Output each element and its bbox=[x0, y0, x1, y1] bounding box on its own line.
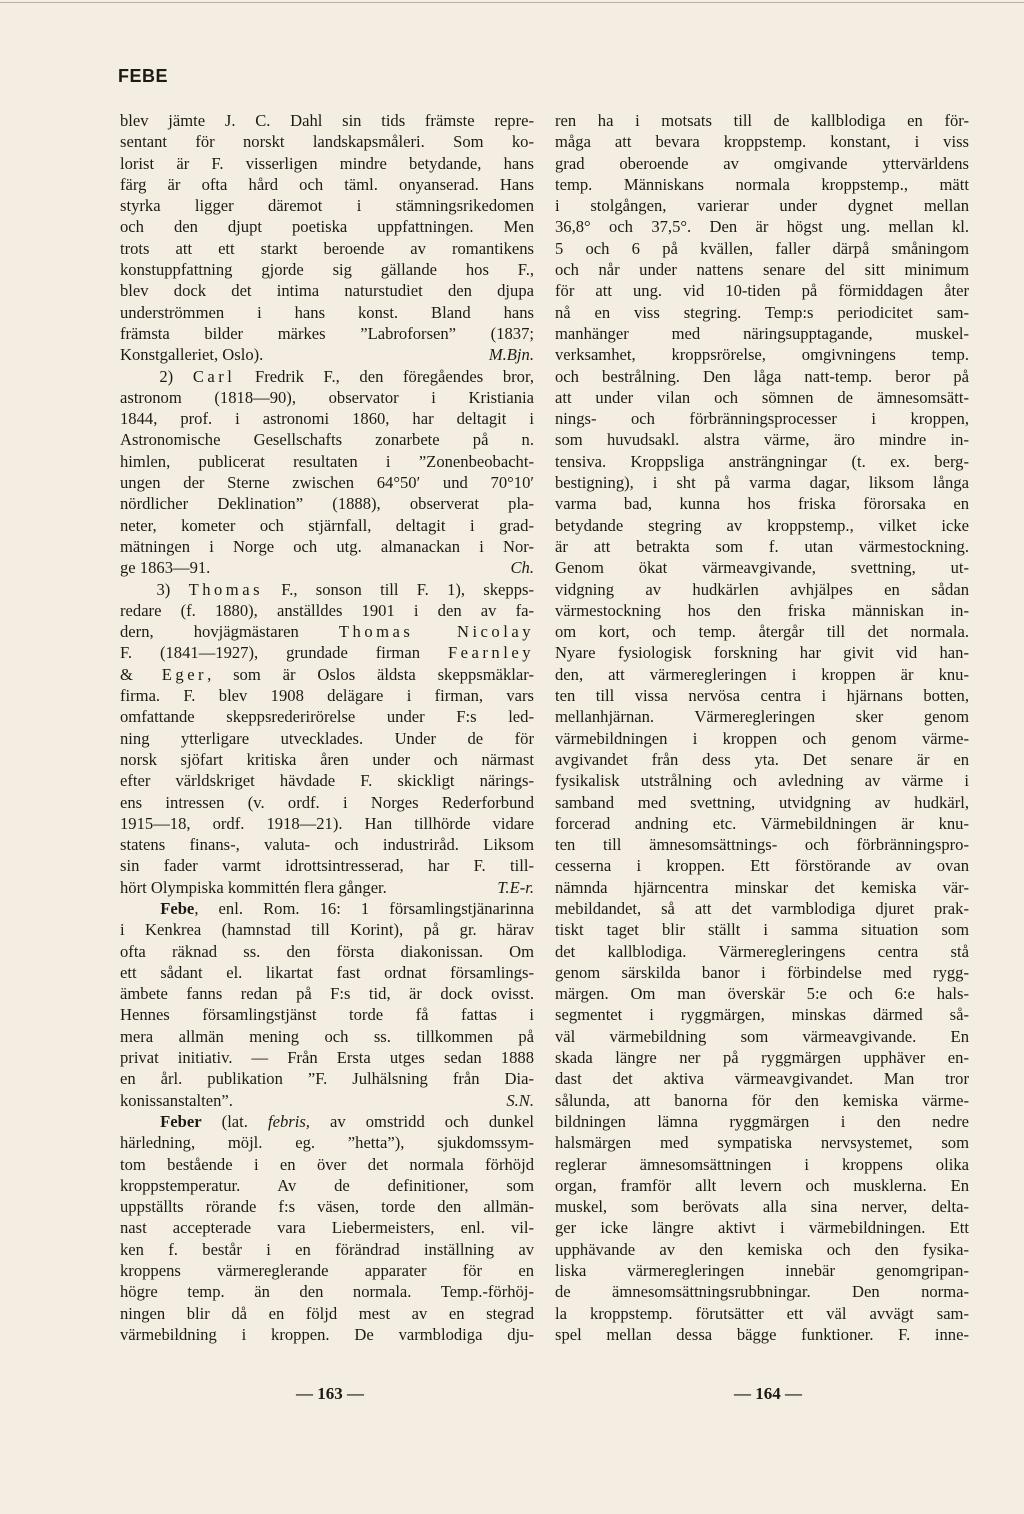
text-line: en årl. publikation ”F. Julhälsning från Dia- bbox=[120, 1069, 534, 1089]
text-line: cesserna i kroppen. Ett förstörande av ovan bbox=[555, 856, 969, 876]
text-line: sentant för norskt landskapsmåleri. Som ko- bbox=[120, 132, 534, 152]
text-line: tiskt taget blir ställt i samma situation som bbox=[555, 920, 969, 940]
text-line: ning ytterligare utvecklades. Under de för bbox=[120, 728, 534, 748]
text-line: bildningen lämna ryggmärgen i den nedre bbox=[555, 1111, 969, 1131]
text-line: färg är ofta hård och täml. onyanserad. Hans bbox=[120, 174, 534, 194]
text-line: betydande stegring av kroppstemp., vilket icke bbox=[555, 515, 969, 535]
text-line: mera allmän mening och ss. tillkommen på bbox=[120, 1026, 534, 1046]
text-line: styrka ligger däremot i stämningsrikedomen bbox=[120, 196, 534, 216]
text-line: liska värmeregleringen innebär genomgripan- bbox=[555, 1261, 969, 1281]
text-line: tom bestående i en över det normala förhöjd bbox=[120, 1154, 534, 1174]
text-line: mebildandet, så att det varmblodiga djuret prak- bbox=[555, 898, 969, 918]
text-line bbox=[120, 579, 534, 600]
text-line: varma bad, kunna hos friska förorsaka en bbox=[555, 494, 969, 514]
text-line: astronom (1818—90), observator i Kristiania bbox=[120, 387, 534, 407]
text-line: skada längre ner på ryggmärgen upphäver en- bbox=[555, 1048, 969, 1068]
text-line: i Kenkrea (hamnstad till Korint), på gr. härav bbox=[120, 920, 534, 940]
line-text: , som är Oslos äldsta skeppsmäklar- bbox=[207, 664, 534, 684]
text-line: konstuppfattning gjorde sig gällande hos F., bbox=[120, 260, 534, 280]
text-line: genom särskilda banor i förbindelse med rygg- bbox=[555, 962, 969, 982]
text-line: märgen. Om man överskär 5:e och 6:e hals- bbox=[555, 984, 969, 1004]
text-line: samband med svettning, utvidgning av hudkärl, bbox=[555, 792, 969, 812]
line-text: (lat. bbox=[201, 1111, 268, 1131]
text-line: mätningen i Norge och utg. almanackan i Nor- bbox=[120, 536, 534, 556]
author-signature: T.E-r. bbox=[497, 877, 534, 897]
text-line: ungen der Sterne zwischen 64°50′ und 70°10′ bbox=[120, 473, 534, 493]
text-line: forcerad andning etc. Värmebildningen är knu- bbox=[555, 813, 969, 833]
text-line: väl värmebildning som värmeavgivande. En bbox=[555, 1026, 969, 1046]
text-line: norsk sjöfart kritiska åren under och närmast bbox=[120, 749, 534, 769]
text-line bbox=[120, 898, 534, 919]
text-line: det kallblodiga. Värmeregleringens centra stå bbox=[555, 941, 969, 961]
text-line: mellanhjärnan. Värmeregleringen sker genom bbox=[555, 707, 969, 727]
text-line: om kort, och temp. återgår till det normala. bbox=[555, 622, 969, 642]
text-line: ens intressen (v. ordf. i Norges Rederforbund bbox=[120, 792, 534, 812]
text-line: segmentet i ryggmärgen, minskas därmed så- bbox=[555, 1005, 969, 1025]
text-line: privat initiativ. — Från Ersta utges sedan 1888 bbox=[120, 1048, 534, 1068]
text-line: efter världskriget hävdade F. skickligt närings- bbox=[120, 771, 534, 791]
text-line: ger icke längre aktivt i värmebildningen. Ett bbox=[555, 1218, 969, 1238]
text-line: värmebildningen i kroppen och genom värme- bbox=[555, 728, 969, 748]
text-line: nördlicher Deklination” (1888), observerat pla- bbox=[120, 494, 534, 514]
line-text: F. (1841—1927), grundade firman bbox=[120, 643, 448, 663]
text-line: reglerar ämnesomsättningen i kroppens olika bbox=[555, 1154, 969, 1174]
text-line: värmestockning hos den friska människan in- bbox=[555, 600, 969, 620]
text-line: ten till vissa nervösa centra i hjärnans botten, bbox=[555, 686, 969, 706]
text-line: är att betrakta som f. utan värmestockning. bbox=[555, 536, 969, 556]
text-line: ten till ämnesomsättnings- och förbränningspro- bbox=[555, 835, 969, 855]
text-line: högre temp. än den normala. Temp.-förhöj- bbox=[120, 1282, 534, 1302]
line-text: 3) bbox=[156, 579, 189, 599]
running-head: FEBE bbox=[118, 66, 169, 86]
text-line: statens finans-, valuta- och industriråd. Liksom bbox=[120, 835, 534, 855]
text-line: ämbete fanns redan på F:s tid, är dock ovisst. bbox=[120, 984, 534, 1004]
text-line: la kroppstemp. förutsätter ett väl avvägt sam- bbox=[555, 1303, 969, 1323]
text-line: och bestrålning. Den låga natt-temp. beror på bbox=[555, 366, 969, 386]
left-column bbox=[120, 110, 534, 1345]
text-line: i stolgången, varierar under dygnet mellan bbox=[555, 196, 969, 216]
text-line bbox=[120, 557, 534, 578]
text-line: trots att ett starkt beroende av romantikens bbox=[120, 238, 534, 258]
text-line: Hennes församlingstjänst torde få fattas i bbox=[120, 1005, 534, 1025]
text-line: kroppens värmereglerande apparater för en bbox=[120, 1261, 534, 1281]
text-line: upphävande av den kemiska och den fysika- bbox=[555, 1239, 969, 1259]
text-line: de ämnesomsättningsrubbningar. Den norma- bbox=[555, 1282, 969, 1302]
right-column bbox=[555, 110, 969, 1345]
text-line bbox=[120, 366, 534, 387]
text-line bbox=[120, 642, 534, 663]
text-line bbox=[120, 877, 534, 898]
text-line: ningen blir då en följd mest av en stegrad bbox=[120, 1303, 534, 1323]
text-line: sin fader varmt idrottsintresserad, har F. till- bbox=[120, 856, 534, 876]
text-line: blev jämte J. C. Dahl sin tids främste repre- bbox=[120, 111, 534, 130]
spaced-name: Thomas Nicolay bbox=[338, 622, 534, 642]
text-line: avgivandet från dess yta. Det senare är en bbox=[555, 749, 969, 769]
text-line bbox=[120, 664, 534, 685]
text-line: manhänger med näringsupptagande, muskel- bbox=[555, 323, 969, 343]
entry-headword: Febe bbox=[160, 898, 195, 918]
author-signature: Ch. bbox=[510, 558, 534, 578]
line-text: Konstgalleriet, Oslo). bbox=[120, 345, 264, 365]
line-text: F., sonson till F. 1), skepps- bbox=[263, 579, 534, 599]
text-line: himlen, publicerat resultaten i ”Zonenbeobacht- bbox=[120, 451, 534, 471]
text-line bbox=[120, 1090, 534, 1111]
text-line: redare (f. 1880), anställdes 1901 i den av fa- bbox=[120, 600, 534, 620]
text-line: kroppstemperatur. Av de definitioner, som bbox=[120, 1175, 534, 1195]
text-line: nings- och förbränningsprocesser i kroppen, bbox=[555, 409, 969, 429]
line-text: av omstridd och dunkel bbox=[309, 1111, 534, 1131]
text-line bbox=[120, 1111, 534, 1132]
text-line: blev dock det intima naturstudiet den djupa bbox=[120, 281, 534, 301]
text-line: och når under nattens senare del sitt minimum bbox=[555, 260, 969, 280]
text-line: nå en viss stegring. Temp:s periodicitet sam- bbox=[555, 302, 969, 322]
text-line: lorist är F. visserligen mindre betydande, hans bbox=[120, 153, 534, 173]
line-text: , enl. Rom. 16: 1 församlingstjänarinna bbox=[194, 898, 534, 918]
text-line: dast det aktiva värmeavgivandet. Man tror bbox=[555, 1069, 969, 1089]
text-line: ken f. består i en förändrad inställning av bbox=[120, 1239, 534, 1259]
author-signature: S.N. bbox=[506, 1090, 534, 1110]
text-line: 36,8° och 37,5°. Den är högst ung. mellan kl. bbox=[555, 217, 969, 237]
text-line: ofta räknad ss. den första diakonissan. Om bbox=[120, 941, 534, 961]
text-line: uppställts rörande f:s väsen, torde den allmän- bbox=[120, 1197, 534, 1217]
text-line: halsmärgen med sympatiska nervsystemet, som bbox=[555, 1133, 969, 1153]
spaced-name: Thomas bbox=[188, 579, 264, 599]
text-line: ett sådant el. likartat fast ordnat församlings- bbox=[120, 962, 534, 982]
text-line: 1915—18, ordf. 1918—21). Han tillhörde vidare bbox=[120, 813, 534, 833]
text-line: firma. F. blev 1908 delägare i firman, vars bbox=[120, 686, 534, 706]
text-line: att under vilan och sömnen de ämnesomsätt- bbox=[555, 387, 969, 407]
line-text: hört Olympiska kommittén flera gånger. bbox=[120, 877, 387, 897]
text-line: ren ha i motsats till de kallblodiga en för- bbox=[555, 111, 969, 130]
text-line: tensiva. Kroppsliga ansträngningar (t. ex. berg- bbox=[555, 451, 969, 471]
page-number-right: — 164 — bbox=[734, 1384, 802, 1403]
italic-term: febris, bbox=[268, 1111, 310, 1131]
text-line: grad oberoende av omgivande yttervärldens bbox=[555, 153, 969, 173]
text-line: temp. Människans normala kroppstemp., mätt bbox=[555, 174, 969, 194]
text-line: omfattande skeppsrederirörelse under F:s led- bbox=[120, 707, 534, 727]
text-line: nast accepterade vara Liebermeisters, enl. vil- bbox=[120, 1218, 534, 1238]
text-line: Astronomische Gesellschafts zonarbete på n. bbox=[120, 430, 534, 450]
text-line: främsta bilder märkes ”Labroforsen” (1837; bbox=[120, 323, 534, 343]
page-number-left: — 163 — bbox=[296, 1384, 364, 1403]
text-line: bestigning), i sht på varma dagar, liksom långa bbox=[555, 473, 969, 493]
text-line: den, att värmeregleringen i kroppen är knu- bbox=[555, 664, 969, 684]
line-text: ge 1863—91. bbox=[120, 558, 211, 578]
text-line: härledning, möjl. eg. ”hetta”), sjukdomssym- bbox=[120, 1133, 534, 1153]
text-line: neter, kometer och stjärnfall, deltagit i grad- bbox=[120, 515, 534, 535]
line-text: konissanstalten”. bbox=[120, 1090, 233, 1110]
spaced-name: & Eger bbox=[120, 664, 208, 684]
line-text: dern, hovjägmästaren bbox=[120, 622, 339, 642]
text-line: 1844, prof. i astronomi 1860, har deltagit i bbox=[120, 409, 534, 429]
text-line: Nyare fysiologisk forskning har givit vid han- bbox=[555, 643, 969, 663]
text-line: för att ung. vid 10-tiden på förmiddagen åter bbox=[555, 281, 969, 301]
spaced-name: Fearnley bbox=[447, 643, 534, 663]
text-line: Genom ökat värmeavgivande, svettning, ut- bbox=[555, 558, 969, 578]
text-line: 5 och 6 på kvällen, faller därpå småningom bbox=[555, 238, 969, 258]
top-rule bbox=[0, 2, 1024, 3]
text-line: som huvudsakl. alstra värme, äro mindre in- bbox=[555, 430, 969, 450]
text-line: fysikalisk utstrålning och avledning av värme i bbox=[555, 771, 969, 791]
line-text: Fredrik F., den föregåendes bror, bbox=[235, 366, 534, 386]
line-text: 2) bbox=[159, 366, 193, 386]
text-line: måga att bevara kroppstemp. konstant, i viss bbox=[555, 132, 969, 152]
spaced-name: Carl bbox=[192, 366, 236, 386]
author-signature: M.Bjn. bbox=[488, 345, 534, 365]
text-line: värmebildning i kroppen. De varmblodiga dju- bbox=[120, 1324, 534, 1344]
text-line: nämnda hjärncentra minskar det kemiska vär- bbox=[555, 877, 969, 897]
text-line: verksamhet, kroppsrörelse, omgivningens temp. bbox=[555, 345, 969, 365]
text-line: muskel, som berövats alla sina nerver, delta- bbox=[555, 1197, 969, 1217]
text-line: spel mellan dessa bägge funktioner. F. inne- bbox=[555, 1324, 969, 1344]
entry-headword: Feber bbox=[160, 1111, 202, 1131]
text-line bbox=[120, 621, 534, 642]
text-line: och den djupt poetiska uppfattningen. Men bbox=[120, 217, 534, 237]
text-line: vidgning av hudkärlen avhjälpes en sådan bbox=[555, 579, 969, 599]
text-line: underströmmen i hans konst. Bland hans bbox=[120, 302, 534, 322]
text-line: organ, framför allt levern och musklerna. En bbox=[555, 1175, 969, 1195]
text-line: sålunda, att banorna för den kemiska värme- bbox=[555, 1090, 969, 1110]
text-line bbox=[120, 344, 534, 365]
